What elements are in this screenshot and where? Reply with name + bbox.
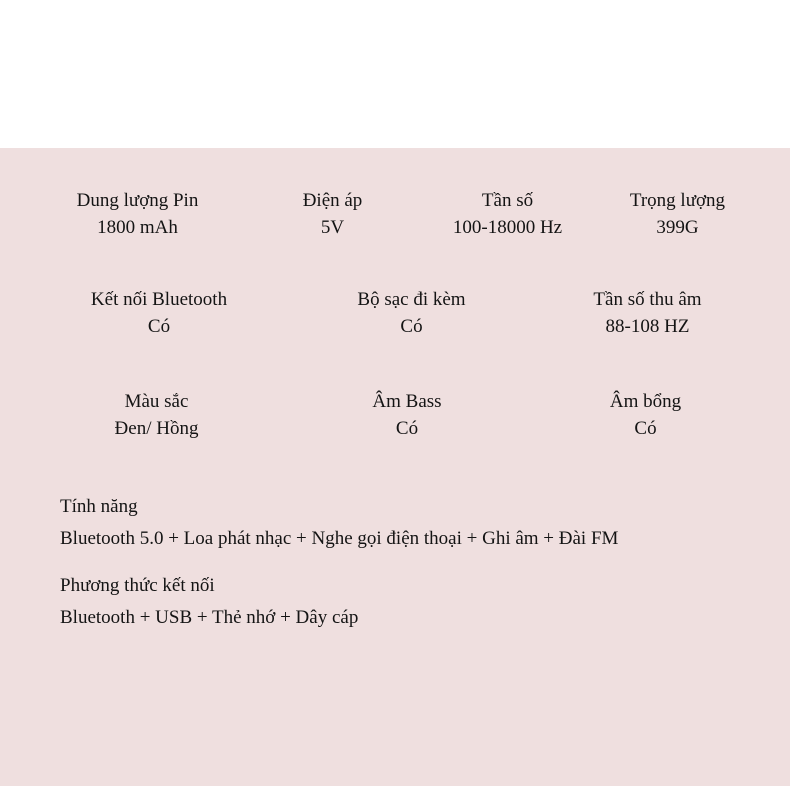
spec-label: Trọng lượng — [629, 190, 726, 211]
feature-text: Bluetooth + USB + Thẻ nhớ + Dây cáp — [60, 607, 359, 628]
spec-row — [0, 148, 790, 240]
spec-label: Màu sắc — [124, 391, 189, 412]
spec-value: Có — [147, 316, 171, 337]
spec-value: 1800 mAh — [97, 217, 178, 238]
feature-block-connection-methods — [60, 572, 358, 632]
spec-value: Có — [634, 418, 657, 439]
spec-cell-battery-capacity — [30, 188, 245, 240]
spec-cell-included-charger — [288, 287, 535, 339]
spec-cell-color — [30, 389, 283, 441]
spec-value: 88-108 HZ — [605, 316, 690, 337]
spec-value: 100-18000 Hz — [452, 217, 563, 238]
feature-title: Phương thức kết nối — [60, 575, 215, 596]
spec-cell-bass — [283, 389, 531, 441]
spec-cell-bluetooth-connection — [30, 287, 288, 339]
spec-label: Âm bổng — [609, 391, 682, 412]
spec-label: Tần số — [481, 190, 534, 211]
spec-row — [0, 339, 790, 441]
spec-label: Âm Bass — [372, 391, 442, 412]
spec-label: Dung lượng Pin — [76, 190, 199, 211]
spec-value: Có — [395, 418, 419, 439]
spec-row — [0, 240, 790, 339]
spec-cell-frequency — [420, 188, 595, 240]
spec-label: Điện áp — [302, 190, 363, 211]
spec-value: 5V — [320, 217, 345, 238]
feature-block-features — [60, 493, 618, 553]
feature-title: Tính năng — [60, 496, 138, 517]
spec-value: 399G — [656, 217, 699, 238]
spec-label: Kết nối Bluetooth — [90, 289, 228, 310]
spec-rows — [0, 148, 790, 441]
spec-cell-treble — [531, 389, 760, 441]
spec-cell-weight — [595, 188, 760, 240]
spec-value: Đen/ Hồng — [114, 418, 199, 439]
spec-label: Tần số thu âm — [593, 289, 702, 310]
spec-label: Bộ sạc đi kèm — [357, 289, 466, 310]
feature-text: Bluetooth 5.0 + Loa phát nhạc + Nghe gọi điện thoại + Ghi âm + Đài FM — [60, 528, 619, 549]
spec-cell-voltage — [245, 188, 420, 240]
spec-panel — [0, 148, 790, 786]
spec-cell-recording-frequency — [535, 287, 760, 339]
spec-value: Có — [400, 316, 423, 337]
